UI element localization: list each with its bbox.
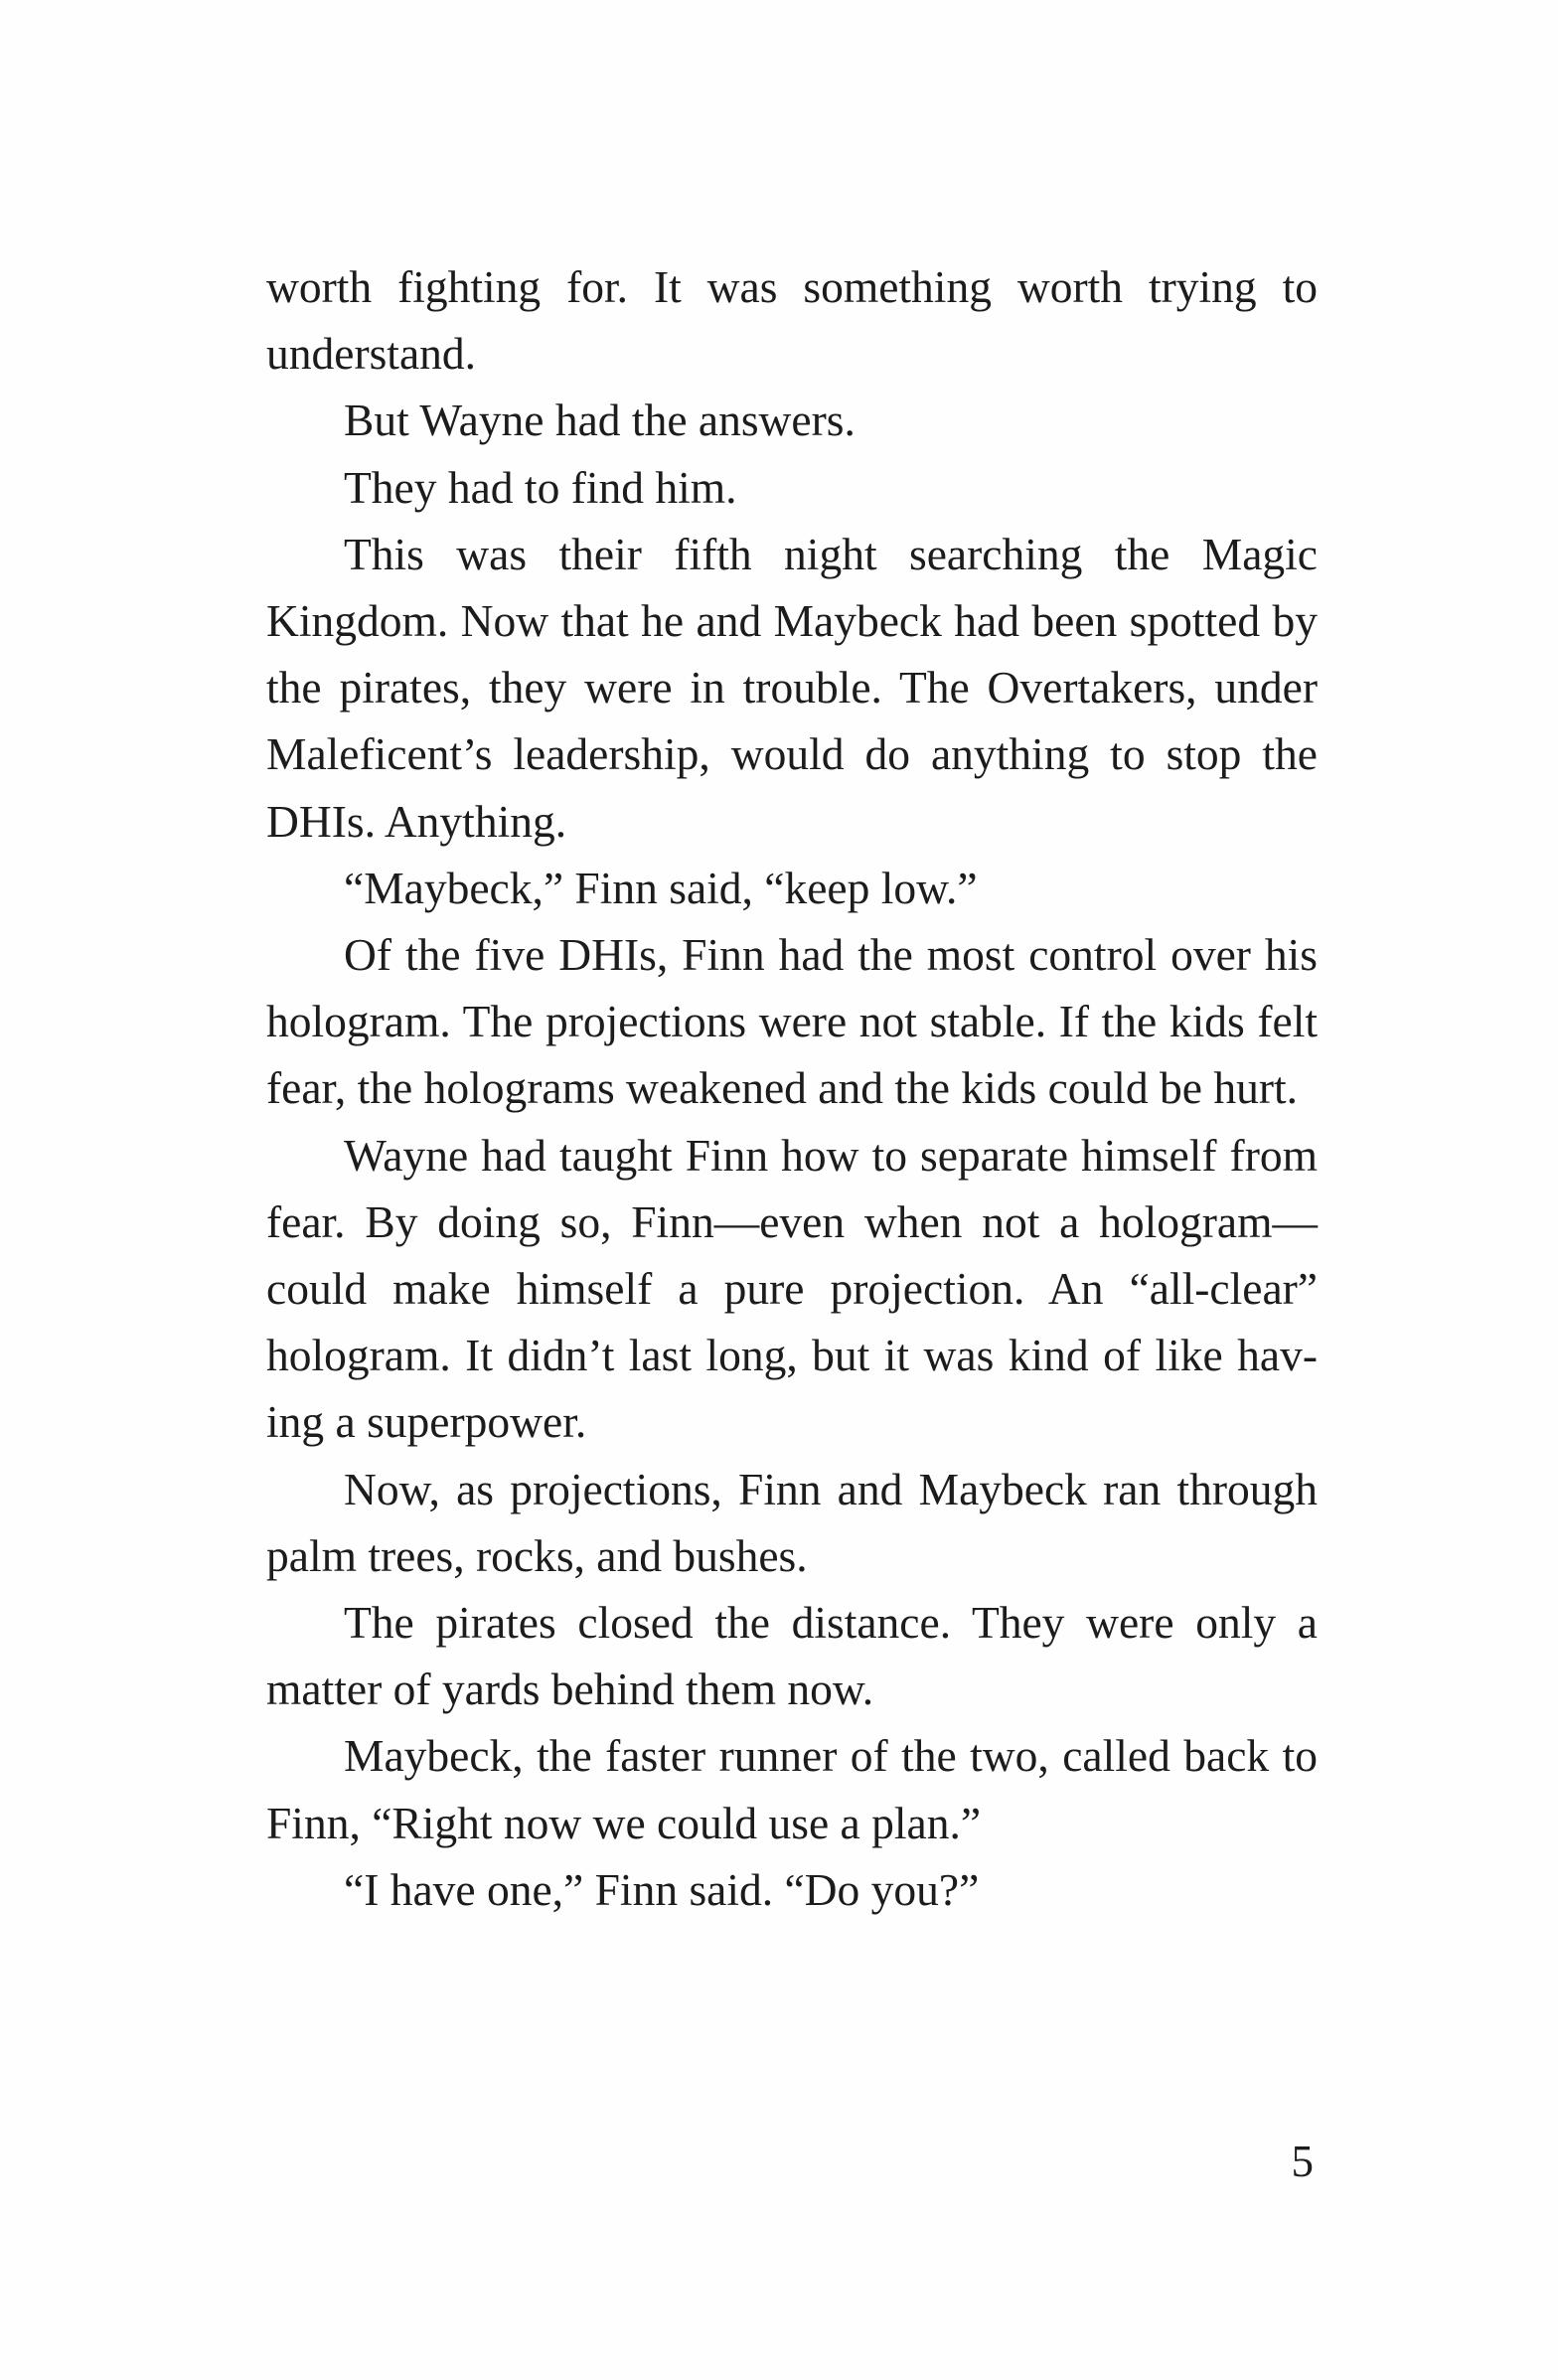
paragraph: “I have one,” Finn said. “Do you?”: [344, 1863, 980, 1915]
paragraph: This was their fifth night searching the Magic Kingdom. Now that he and Maybeck had been spotted by the pirates, they were in trouble. The Overtakers, under Maleficent’s leadership, would do anything to stop the DHIs. Anything.: [266, 528, 1318, 847]
paragraph: The pirates closed the distance. They were only a matter of yards behind them now.: [266, 1597, 1318, 1715]
paragraph: But Wayne had the answers.: [344, 395, 856, 446]
page-number: 5: [1291, 2137, 1314, 2186]
paragraph: “Maybeck,” Finn said, “keep low.”: [344, 862, 978, 913]
body-text: [266, 253, 1318, 1923]
paragraph-continuation: worth fighting for. It was something worth trying to understand.: [266, 261, 1318, 380]
paragraph: Now, as projections, Finn and Maybeck ran through palm trees, rocks, and bushes.: [266, 1463, 1318, 1581]
paragraph: Of the five DHIs, Finn had the most control over his hologram. The projections were not stable. If the kids felt fear, the holograms weakened and the kids could be hurt.: [266, 929, 1318, 1114]
paragraph: Maybeck, the faster runner of the two, called back to Finn, “Right now we could use a plan.”: [266, 1730, 1318, 1848]
paragraph: They had to find him.: [344, 461, 737, 513]
paragraph: Wayne had taught Finn how to separate himself from fear. By doing so, Finn—even when not a hologram—could make himself a pure projection. An “all-clear” hologram. It didn’t last long, but it was kind of like hav-ing a superpower.: [266, 1129, 1318, 1448]
